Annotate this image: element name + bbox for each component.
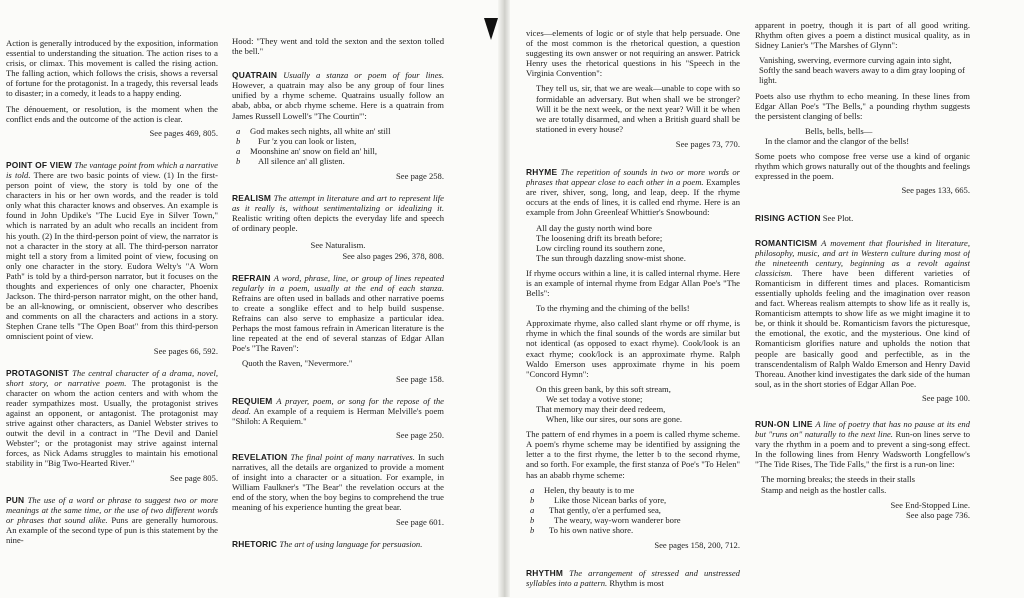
entry-definition: The use of a word or phrase to suggest two or more meanings at the same time, or the use of two different words or phrases that sound alike. (6, 494, 218, 525)
bells-quote: To the rhyming and the chiming of the bells! (536, 303, 690, 314)
entry-pun (6, 495, 218, 545)
pun-continuation: Hood: "They went and told the sexton and the sexton tolled the bell." (232, 36, 444, 57)
entry-definition: The attempt in literature and art to represent life as it really is, without sentimentalizing or idealizing it. (232, 193, 444, 214)
approximate-rhyme-text: Approximate rhyme, also called slant rhyme or off rhyme, is rhyme in which the final sounds of the words are similar but not identical (as opposed to exact rhyme). Cook/look is an exact rhyme; cook/lock is an approximate rhyme. Ralph Waldo Emerson uses approximate rhyme in his poem "Concord Hymn": (526, 318, 740, 379)
entry-body: The protagonist is the character on whom the action centers and with whom the reader sympathizes most. Usually, the protagonist strives against an opponent, or antagonist. The protagonist may strive against other characters, as Daniel Webster strives to outwit the devil in a contract in "The Devil and Daniel Webster"; or the protagonist may strive against internal forces, as Nick Adams struggles to maintain his emotional stability in "Big Two-Hearted River." (6, 377, 218, 469)
poem-line: Stamp and neigh as the hostler calls. (761, 484, 887, 495)
poem-line: Softly the sand beach wavers away to a dim gray looping of light. (759, 65, 965, 86)
entry-cross-reference: See Plot. (822, 213, 854, 224)
concord-hymn-quote (536, 384, 740, 424)
entry-definition: A prayer, poem, or song for the repose of the dead. (232, 395, 444, 416)
entry-rhetoric (232, 539, 444, 549)
plot-see-pages: See pages 469, 805. (149, 127, 218, 138)
entry-term: REQUIEM (232, 395, 273, 406)
entry-revelation (232, 452, 444, 527)
poem-line: Low circling round its southern zone, (536, 242, 665, 253)
to-helen-example (530, 485, 740, 535)
entry-definition: The arrangement of stressed and unstressed syllables into a pattern. (526, 568, 740, 588)
entry-term: REFRAIN (232, 272, 271, 283)
entry-definition: The art of using language for persuasion. (279, 538, 423, 549)
scan-fold-mark (484, 18, 498, 40)
poem-line: a That gently, o'er a perfumed sea, (530, 504, 661, 515)
entry-requiem (232, 396, 444, 440)
entry-body: There have been different varieties of Romanticism in different times and places. Romanticism essentially upholds feeling and the imagination over reason and fact. Whereas realism attempts to show life as it really is, Romanticism attempts to show life as we might imagine it to be, or think it should be. Romanticism favors the picturesque, the emotional, the exotic, and the mysterious. One kind of Romanticism glorifies nature and upholds the notion that people are basically good and perfectible, as in the transcendentalism of Ralph Waldo Emerson and Henry David Thoreau. Another kind investigates the dark side of the human soul, as in the short stories of Edgar Allan Poe. (755, 267, 970, 389)
marshes-quote (759, 55, 970, 85)
poem-line: Vanishing, swerving, evermore curving again into sight, (759, 55, 952, 66)
tide-quote (761, 474, 970, 494)
entry-see-pages: See page 601. (396, 516, 444, 527)
entry-quatrain (232, 70, 444, 181)
poem-line: When, like our sires, our sons are gone. (546, 414, 683, 425)
entry-body: Realistic writing often depicts the everyday life and speech of ordinary people. (232, 213, 444, 234)
poem-line: All day the gusty north wind bore (536, 222, 652, 233)
poem-line: That memory may their deed redeem, (536, 404, 666, 414)
rhyme-scheme-text: The pattern of end rhymes in a poem is called rhyme scheme. A poem's rhyme scheme may be identified by assigning the letter a to the first rhyme, the letter b to the second rhyme, and so forth. For example, the first stanza of Poe's "To Helen" has an ababb rhyme scheme: (526, 429, 740, 480)
rhetoric-continuation (526, 28, 740, 149)
poem-line: On this green bank, by this soft stream, (536, 383, 671, 394)
entry-definition: Usually a stanza or poem of four lines. (283, 70, 444, 81)
entry-see-pages: See also page 736. (906, 509, 970, 520)
entry-run-on-line (755, 419, 970, 520)
entry-body: apparent in poetry, though it is part of all good writing. Rhythm often gives a poem a distinct musical quality, as in Sidney Lanier's "The Marshes of Glynn": (755, 20, 970, 51)
entry-romanticism (755, 238, 970, 404)
entry-term: RHETORIC (232, 538, 278, 549)
see-end-stopped-line: See End-Stopped Line. (890, 499, 970, 510)
entry-see-pages: See page 158. (396, 373, 444, 384)
entry-term: POINT OF VIEW (6, 159, 73, 170)
poem-line: b To his own native shore. (530, 525, 634, 536)
entry-see-pages: See page 250. (396, 429, 444, 440)
entry-see-pages: See pages 66, 592. (153, 345, 218, 356)
entry-definition: The central character of a drama, novel, short story, or narrative poem. (6, 367, 218, 388)
entry-see-pages: See page 258. (396, 171, 444, 182)
poem-line: Bells, bells, bells— (805, 125, 873, 136)
poem-line: a God makes sech nights, all white an' still (236, 125, 391, 136)
free-verse-text: Some poets who compose free verse use a kind of organic rhythm which grows naturally out of the thoughts and feelings expressed in the poem. (755, 151, 970, 182)
entry-body: vices—elements of logic or of style that help persuade. One of the most common is the rhetorical question, a question suggesting its own answer or not requiring an answer. Patrick Henry uses the rhetorical questions in his "Speech in the Virginia Convention": (526, 28, 740, 79)
entry-term: RHYME (526, 167, 558, 178)
entry-body: Refrains are often used in ballads and other narrative poems to create a songlike effect and to help build suspense. Refrains can also serve to emphasize a particular idea. Perhaps the most famous refrain in American literature is the line repeated at the end of several stanzas of Edgar Allan Poe's "The Raven": (232, 292, 444, 354)
entry-term: PROTAGONIST (6, 367, 69, 378)
henry-quote: They tell us, sir, that we are weak—unable to cope with so formidable an adversary. But when shall we be stronger? Will it be the next week, or the next year? Will it be when we are totally disarmed, and when a British guard shall be stationed in every house? (536, 83, 740, 134)
left-page-column-2 (232, 36, 444, 596)
poem-line: b All silence an' all glisten. (236, 155, 345, 166)
entry-definition: A movement that flourished in literature, philosophy, music, and art in Western culture during most of the nineteenth century, beginning as a revolt against classicism. (755, 237, 970, 278)
entry-see-pages: See page 100. (922, 392, 970, 403)
right-page-column-2 (755, 20, 970, 580)
entry-term: ROMANTICISM (755, 237, 818, 248)
book-gutter (498, 0, 510, 597)
entry-see-pages: See pages 73, 770. (675, 138, 740, 149)
entry-term: REALISM (232, 193, 272, 204)
entry-term: RUN-ON LINE (755, 419, 813, 429)
poem-line: The loosening drift its breath before; (536, 232, 663, 243)
echo-meaning-text: Poets also use rhythm to echo meaning. In these lines from Edgar Allan Poe's "The Bells," a pounding rhythm suggests the persistent clanging of bells: (755, 90, 970, 121)
entry-body: Examples are river, shiver, song, long, and leap, deep. If the rhyme occurs at the ends of lines, it is called end rhyme. Here is an example from John Greenleaf Whittier's Snowbound: (526, 177, 740, 218)
entry-rising-action (755, 213, 970, 223)
entry-body: In such narratives, all the details are organized to provide a moment of insight into a character or a situation. For example, in William Faulkner's "The Bear" the revelation occurs at the end of the story, when the boy begins to comprehend the true meaning of his experience hunting the great bear. (232, 452, 444, 513)
entry-body: Puns are generally humorous. An example of the second type of pun is this statement by the nine- (6, 514, 218, 546)
entry-term: REVELATION (232, 452, 288, 462)
poem-line: b Like those Nicean barks of yore, (530, 494, 667, 505)
entry-definition: The repetition of sounds in two or more words or phrases that appear close to each other in a poem. (526, 167, 740, 188)
entry-definition: The final point of many narratives. (290, 452, 415, 462)
poem-line: a Moonshine an' snow on field an' hill, (236, 145, 377, 156)
quatrain-example (236, 126, 444, 166)
right-page-column-1 (526, 28, 740, 588)
entry-protagonist (6, 368, 218, 483)
denouement-text: The dénouement, or resolution, is the moment when the conflict ends and the outcome of the action is clear. (6, 103, 218, 124)
entry-definition: The vantage point from which a narrative is told. (6, 159, 218, 180)
entry-body: However, a quatrain may also be any group of four lines unified by a rhyme scheme. Quatrains usually follow an abab, abba, or abcb rhyme scheme. Here is a quatrain from James Russell Lowell's "The Courtin'": (232, 80, 444, 121)
entry-refrain (232, 273, 444, 384)
entry-body: There are two basic points of view. (1) In the first-person point of view, the story is told by one of the characters in his or her own words, and the reader is told only what this character knows and observes. An example is found in John Updike's "The Lucid Eye in Silver Town," which is narrated by an adult who recalls an incident from his youth. (2) In the third-person point of view, the narrator is not a character in the story at all. The third-person narrator might tell a story from a limited point of view, focusing on only one character in the story. Eudora Welty's "A Worn Path" is told by a third-person narrator, but it focuses on the thoughts and experiences of only one character, Phoenix Jackson. The third-person narrator might, on the other hand, be an all-knowing, or omniscient, observer who describes and comments on all the characters and actions in a story. Stephen Crane tells "The Open Boat" from this third-person omniscient point of view. (6, 169, 218, 342)
plot-intro-text: Action is generally introduced by the exposition, information essential to understanding the situation. The action rises to a crisis, or climax. This movement is called the rising action. The falling action, which follows the crisis, shows a reversal of fortune for the protagonist. In a tragedy, this reversal leads to disaster; in a comedy, it leads to a happy ending. (6, 38, 218, 99)
entry-see-pages: See page 805. (170, 472, 218, 483)
rhythm-continuation (755, 20, 970, 195)
poem-line: b Fur 'z you can look or listen, (236, 135, 357, 146)
poem-line: b The weary, way-worn wanderer bore (530, 514, 681, 525)
entry-term: RHYTHM (526, 568, 564, 579)
entry-rhyme (526, 167, 740, 550)
entry-rhythm (526, 568, 740, 588)
entry-term: PUN (6, 494, 25, 505)
poem-line: We set today a votive stone; (546, 393, 643, 404)
entry-see-pages: See pages 158, 200, 712. (654, 540, 740, 551)
entry-realism (232, 193, 444, 261)
poem-line: In the clamor and the clangor of the bells! (765, 135, 910, 146)
entry-see-pages: See pages 133, 665. (901, 185, 970, 196)
entry-term: RISING ACTION (755, 213, 821, 224)
left-page-column-1 (6, 38, 218, 598)
entry-definition: A word, phrase, line, or group of lines repeated regularly in a poem, usually at the end of each stanza. (232, 272, 444, 293)
entry-body: Run-on lines serve to vary the rhythm in a poem and to prevent a sing-song effect. In the following lines from Henry Wadsworth Longfellow's "The Tide Rises, The Tide Falls," the first is a run-on line: (755, 429, 970, 470)
poem-line: The morning breaks; the steeds in their stalls (761, 474, 915, 485)
plot-continuation (6, 38, 218, 138)
refrain-quote: Quoth the Raven, "Nevermore." (242, 358, 353, 369)
see-naturalism: See Naturalism. (310, 239, 366, 250)
poem-line: a Helen, thy beauty is to me (530, 484, 635, 495)
entry-term: QUATRAIN (232, 70, 278, 81)
snowbound-quote (536, 223, 740, 263)
entry-body: An example of a requiem is Herman Melville's poem "Shiloh: A Requiem." (232, 405, 444, 426)
poem-line: The sun through dazzling snow-mist shone. (536, 252, 686, 263)
entry-see-pages: See also pages 296, 378, 808. (342, 250, 444, 261)
entry-point-of-view (6, 160, 218, 356)
bells-rhythm-quote (765, 126, 970, 146)
entry-definition: A line of poetry that has no pause at its end but "runs on" naturally to the next line. (755, 419, 970, 440)
entry-body: Rhythm is most (609, 578, 664, 588)
internal-rhyme-text: If rhyme occurs within a line, it is called internal rhyme. Here is an example of internal rhyme from Edgar Allan Poe's "The Bells": (526, 267, 740, 299)
